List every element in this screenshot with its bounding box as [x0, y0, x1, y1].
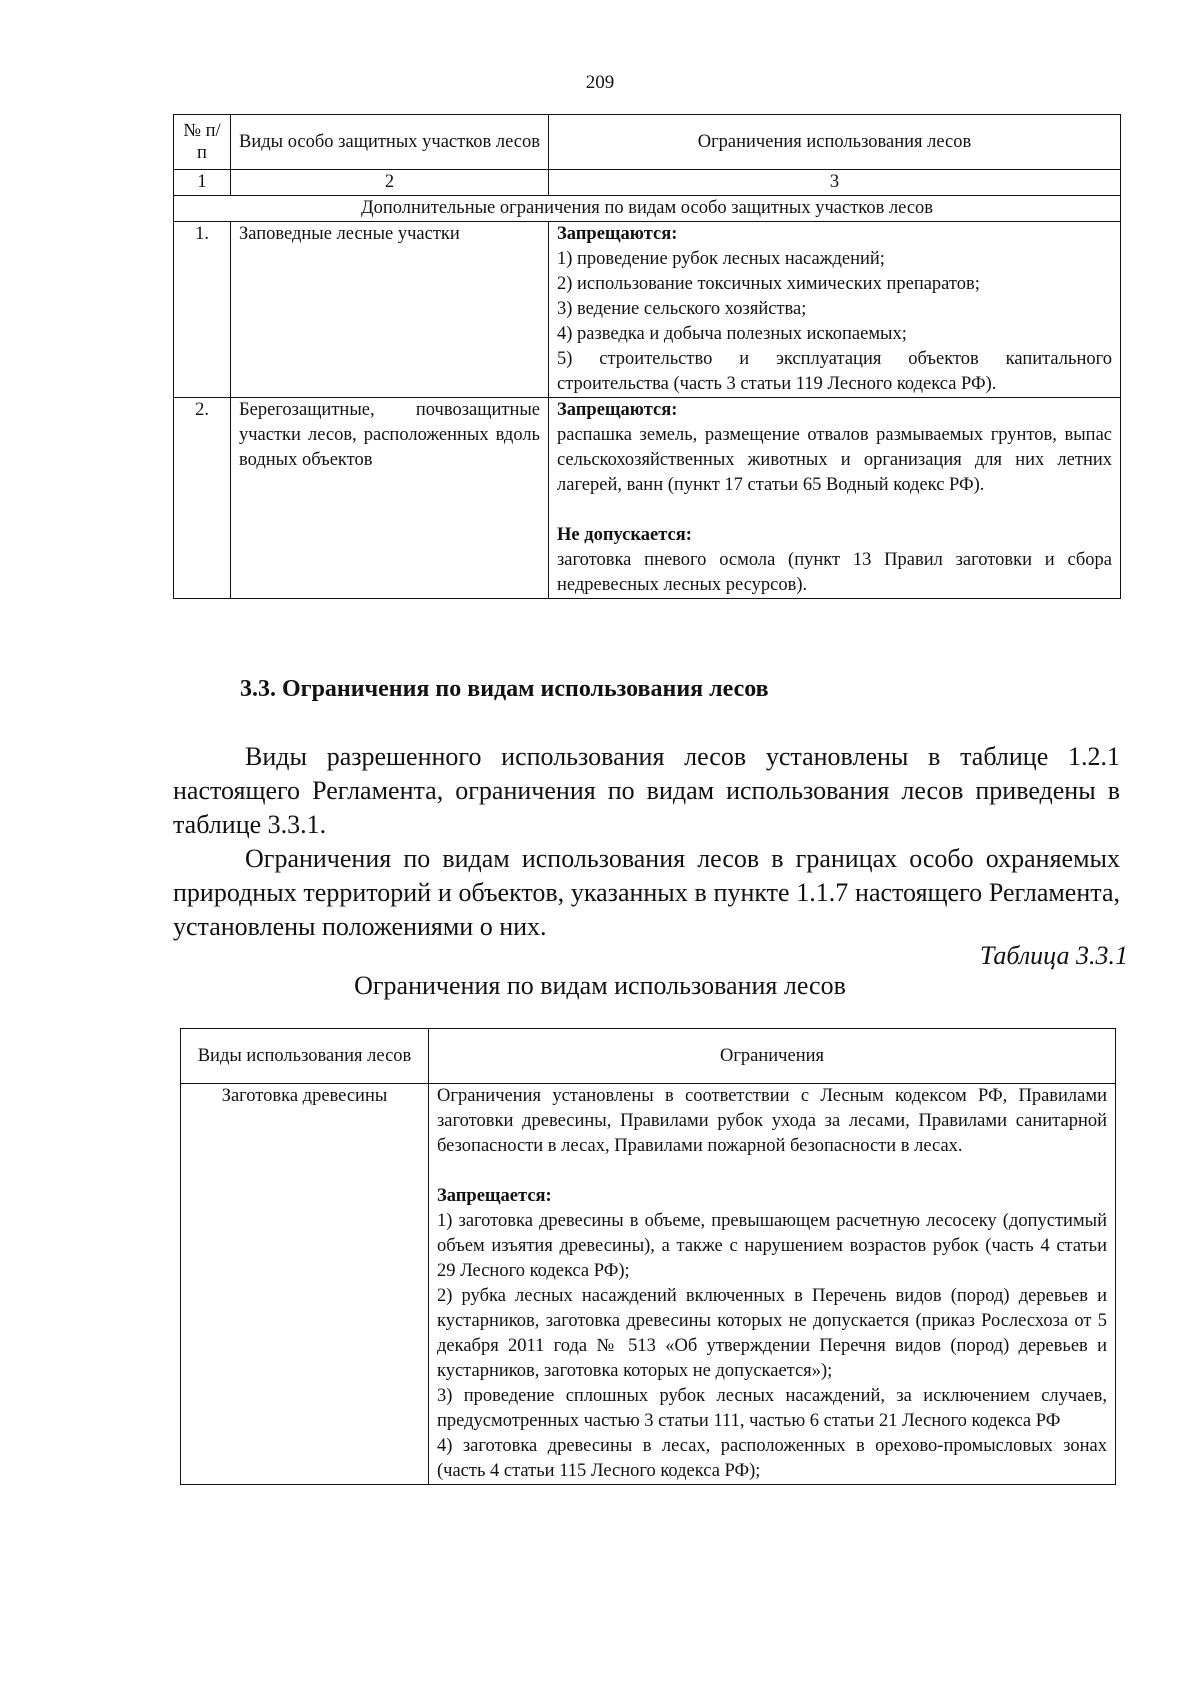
- section-heading: 3.3. Ограничения по видам использования лесов: [240, 676, 769, 702]
- column-number: 1: [174, 170, 231, 196]
- list-item: 5) строительство и эксплуатация объектов капитального строительства (часть 3 статьи 119 Лесного кодекса РФ).: [557, 349, 1112, 394]
- list-item: 1) проведение рубок лесных насаждений;: [557, 249, 885, 269]
- column-number: 2: [231, 170, 549, 196]
- paragraph: Ограничения по видам использования лесов в границах особо охраняемых природных территорий и объектов, указанных в пункте 1.1.7 настоящего Регламента, установлены положениями о них.: [173, 844, 1120, 941]
- restriction-intro: Ограничения установлены в соответствии с Лесным кодексом РФ, Правилами заготовки древесины, Правилами рубок ухода за лесами, Правилами санитарной безопасности в лесах, Правилами пожарной безопасности в лесах.: [437, 1086, 1107, 1156]
- protective-areas-table: [173, 114, 1121, 599]
- table-header-row: [174, 115, 1121, 170]
- list-item: 3) проведение сплошных рубок лесных насаждений, за исключением случаев, предусмотренных частью 3 статьи 111, частью 6 статьи 21 Лесного кодекса РФ: [437, 1386, 1107, 1431]
- list-item: 4) заготовка древесины в лесах, расположенных в орехово-промысловых зонах (часть 4 статьи 115 Лесного кодекса РФ);: [437, 1436, 1107, 1481]
- row-area-type: Берегозащитные, почвозащитные участки лесов, расположенных вдоль водных объектов: [231, 398, 549, 599]
- header-restrictions: Ограничения использования лесов: [549, 115, 1121, 170]
- table-header-row: [181, 1029, 1116, 1084]
- list-item: 2) рубка лесных насаждений включенных в Перечень видов (пород) деревьев и кустарников, заготовка древесины которых не допускается (приказ Рослесхоза от 5 декабря 2011 года № 513 «Об утверждении Перечня видов (пород) деревьев и кустарников, заготовка которых не допускается»);: [437, 1286, 1107, 1381]
- spacer: [557, 498, 1112, 523]
- restriction-title: Запрещается:: [437, 1186, 552, 1206]
- row-restrictions: [549, 222, 1121, 398]
- restriction-title: Запрещаются:: [557, 224, 678, 244]
- spacer: [437, 1159, 1107, 1184]
- restriction-text: распашка земель, размещение отвалов размываемых грунтов, выпас сельскохозяйственных животных и организация для них летних лагерей, ванн (пункт 17 статьи 65 Водный кодекс РФ).: [557, 425, 1112, 495]
- row-usage-type: Заготовка древесины: [181, 1084, 429, 1485]
- column-number: 3: [549, 170, 1121, 196]
- list-item: 2) использование токсичных химических препаратов;: [557, 274, 980, 294]
- list-item: 4) разведка и добыча полезных ископаемых;: [557, 324, 907, 344]
- restriction-title: Не допускается:: [557, 525, 692, 545]
- header-usage-type: Виды использования лесов: [181, 1029, 429, 1084]
- header-restrictions: Ограничения: [429, 1029, 1116, 1084]
- paragraph: Виды разрешенного использования лесов установлены в таблице 1.2.1 настоящего Регламента, ограничения по видам использования лесов приведены в таблице 3.3.1.: [173, 742, 1120, 839]
- page-number: 209: [585, 72, 615, 93]
- restriction-title: Запрещаются:: [557, 400, 678, 420]
- column-numbers-row: [174, 170, 1121, 196]
- header-number: № п/п: [174, 115, 231, 170]
- subheader-text: Дополнительные ограничения по видам особо защитных участков лесов: [174, 196, 1121, 222]
- header-area-type: Виды особо защитных участков лесов: [231, 115, 549, 170]
- row-area-type: Заповедные лесные участки: [231, 222, 549, 398]
- row-number: 2.: [174, 398, 231, 599]
- row-number: 1.: [174, 222, 231, 398]
- usage-restrictions-table: [180, 1028, 1116, 1485]
- table-row: [174, 222, 1121, 398]
- row-restrictions: [429, 1084, 1116, 1485]
- list-item: 3) ведение сельского хозяйства;: [557, 299, 807, 319]
- list-item: 1) заготовка древесины в объеме, превышающем расчетную лесосеку (допустимый объем изъятия древесины), а также с нарушением возрастов рубок (часть 4 статьи 29 Лесного кодекса РФ);: [437, 1211, 1107, 1281]
- table-title: Ограничения по видам использования лесов: [354, 971, 846, 1000]
- table-row: [181, 1084, 1116, 1485]
- subheader-row: [174, 196, 1121, 222]
- restriction-text: заготовка пневого осмола (пункт 13 Правил заготовки и сбора недревесных лесных ресурсов).: [557, 550, 1112, 595]
- table-row: [174, 398, 1121, 599]
- table-number: Таблица 3.3.1: [979, 941, 1128, 970]
- row-restrictions: [549, 398, 1121, 599]
